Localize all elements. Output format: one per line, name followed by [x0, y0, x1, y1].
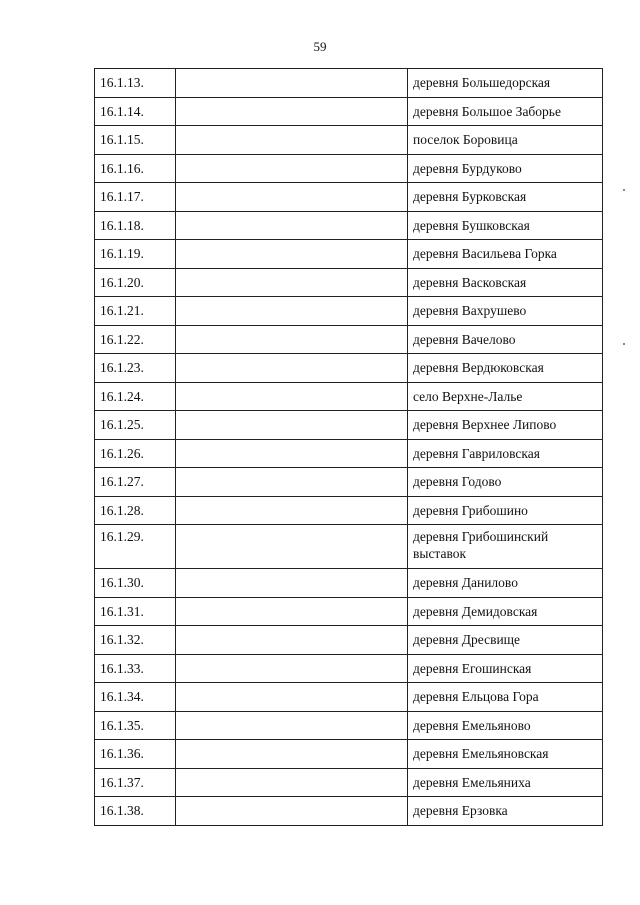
empty-cell — [176, 240, 408, 269]
table-row — [95, 626, 603, 655]
empty-cell — [176, 468, 408, 497]
table-row — [95, 211, 603, 240]
settlement-name-cell: деревня Гавриловская — [408, 439, 603, 468]
row-number-cell: 16.1.13. — [95, 69, 176, 98]
empty-cell — [176, 382, 408, 411]
settlement-name-cell: деревня Годово — [408, 468, 603, 497]
empty-cell — [176, 768, 408, 797]
table-row — [95, 382, 603, 411]
row-number-cell: 16.1.19. — [95, 240, 176, 269]
empty-cell — [176, 569, 408, 598]
table-row — [95, 768, 603, 797]
settlement-name-cell: деревня Васковская — [408, 268, 603, 297]
row-number-cell: 16.1.20. — [95, 268, 176, 297]
empty-cell — [176, 268, 408, 297]
table-row — [95, 525, 603, 569]
settlement-name-cell: деревня Демидовская — [408, 597, 603, 626]
table-row — [95, 97, 603, 126]
empty-cell — [176, 126, 408, 155]
empty-cell — [176, 496, 408, 525]
row-number-cell: 16.1.17. — [95, 183, 176, 212]
empty-cell — [176, 439, 408, 468]
table-row — [95, 69, 603, 98]
settlement-name-cell: деревня Большое Заборье — [408, 97, 603, 126]
empty-cell — [176, 354, 408, 383]
row-number-cell: 16.1.16. — [95, 154, 176, 183]
settlements-table-body — [95, 69, 603, 826]
settlement-name-cell: деревня Васильева Горка — [408, 240, 603, 269]
settlement-name-cell: поселок Боровица — [408, 126, 603, 155]
table-row — [95, 496, 603, 525]
row-number-cell: 16.1.18. — [95, 211, 176, 240]
settlement-name-cell: деревня Грибошино — [408, 496, 603, 525]
empty-cell — [176, 740, 408, 769]
settlement-name-cell: деревня Дресвище — [408, 626, 603, 655]
empty-cell — [176, 325, 408, 354]
row-number-cell: 16.1.14. — [95, 97, 176, 126]
page-number: 59 — [313, 39, 327, 54]
empty-cell — [176, 97, 408, 126]
row-number-cell: 16.1.37. — [95, 768, 176, 797]
table-row — [95, 268, 603, 297]
row-number-cell: 16.1.28. — [95, 496, 176, 525]
settlement-name-cell: деревня Вахрушево — [408, 297, 603, 326]
empty-cell — [176, 411, 408, 440]
settlement-name-cell: деревня Данилово — [408, 569, 603, 598]
table-row — [95, 569, 603, 598]
row-number-cell: 16.1.27. — [95, 468, 176, 497]
table-row — [95, 154, 603, 183]
table-row — [95, 240, 603, 269]
table-row — [95, 597, 603, 626]
row-number-cell: 16.1.15. — [95, 126, 176, 155]
empty-cell — [176, 211, 408, 240]
settlement-name-cell: деревня Большедорская — [408, 69, 603, 98]
row-number-cell: 16.1.33. — [95, 654, 176, 683]
row-number-cell: 16.1.24. — [95, 382, 176, 411]
table-row — [95, 439, 603, 468]
row-number-cell: 16.1.36. — [95, 740, 176, 769]
table-row — [95, 325, 603, 354]
row-number-cell: 16.1.34. — [95, 683, 176, 712]
row-number-cell: 16.1.32. — [95, 626, 176, 655]
settlement-name-cell: деревня Емельяниха — [408, 768, 603, 797]
table-row — [95, 740, 603, 769]
empty-cell — [176, 597, 408, 626]
table-row — [95, 183, 603, 212]
empty-cell — [176, 626, 408, 655]
row-number-cell: 16.1.30. — [95, 569, 176, 598]
settlement-name-cell: деревня Вердюковская — [408, 354, 603, 383]
empty-cell — [176, 525, 408, 569]
empty-cell — [176, 711, 408, 740]
row-number-cell: 16.1.38. — [95, 797, 176, 826]
settlements-table — [94, 68, 603, 826]
settlement-name-cell: село Верхне-Лалье — [408, 382, 603, 411]
settlement-name-cell: деревня Ерзовка — [408, 797, 603, 826]
table-row — [95, 654, 603, 683]
row-number-cell: 16.1.23. — [95, 354, 176, 383]
row-number-cell: 16.1.29. — [95, 525, 176, 569]
empty-cell — [176, 183, 408, 212]
empty-cell — [176, 797, 408, 826]
table-row — [95, 354, 603, 383]
scan-margin-mark — [623, 189, 625, 191]
settlement-name-cell: деревня Бушковская — [408, 211, 603, 240]
scan-margin-mark — [623, 343, 625, 345]
settlement-name-cell: деревня Ельцова Гора — [408, 683, 603, 712]
row-number-cell: 16.1.21. — [95, 297, 176, 326]
table-row — [95, 297, 603, 326]
table-row — [95, 683, 603, 712]
settlement-name-cell: деревня Верхнее Липово — [408, 411, 603, 440]
empty-cell — [176, 154, 408, 183]
empty-cell — [176, 69, 408, 98]
row-number-cell: 16.1.26. — [95, 439, 176, 468]
settlement-name-cell: деревня Егошинская — [408, 654, 603, 683]
table-row — [95, 126, 603, 155]
table-row — [95, 711, 603, 740]
settlement-name-cell: деревня Бурковская — [408, 183, 603, 212]
row-number-cell: 16.1.35. — [95, 711, 176, 740]
settlement-name-cell: деревня Грибошинский выставок — [408, 525, 603, 569]
settlement-name-cell: деревня Емельяновская — [408, 740, 603, 769]
empty-cell — [176, 654, 408, 683]
table-row — [95, 468, 603, 497]
settlement-name-cell: деревня Бурдуково — [408, 154, 603, 183]
row-number-cell: 16.1.25. — [95, 411, 176, 440]
settlement-name-cell: деревня Вачелово — [408, 325, 603, 354]
table-row — [95, 411, 603, 440]
settlement-name-cell: деревня Емельяново — [408, 711, 603, 740]
row-number-cell: 16.1.22. — [95, 325, 176, 354]
table-row — [95, 797, 603, 826]
empty-cell — [176, 297, 408, 326]
empty-cell — [176, 683, 408, 712]
row-number-cell: 16.1.31. — [95, 597, 176, 626]
